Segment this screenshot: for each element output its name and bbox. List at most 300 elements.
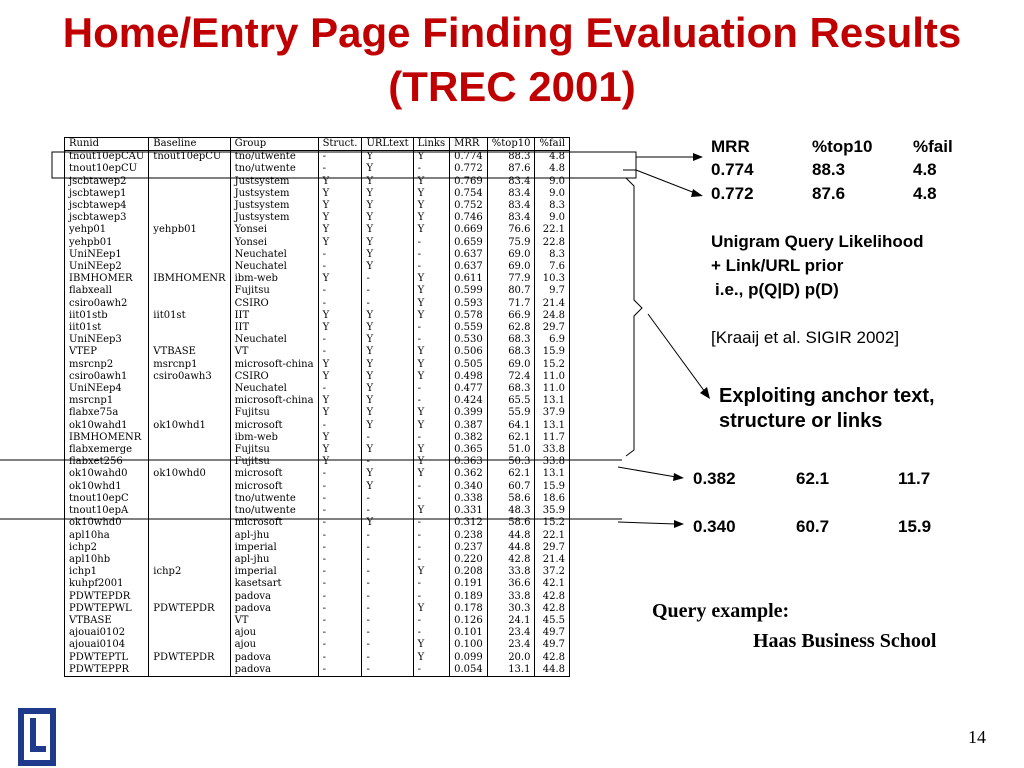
table-cell: 0.387 <box>450 420 488 432</box>
table-cell: - <box>362 554 413 566</box>
table-cell: Y <box>318 395 362 407</box>
table-cell: - <box>318 420 362 432</box>
table-cell: 29.7 <box>535 542 570 554</box>
table-cell: - <box>362 456 413 468</box>
table-cell: 13.1 <box>535 420 570 432</box>
table-cell: 0.237 <box>450 542 488 554</box>
table-cell: Y <box>413 176 449 188</box>
table-cell: 0.399 <box>450 407 488 419</box>
table-cell: ok10whd1 <box>69 480 122 492</box>
table-cell: PDWTEPDR <box>69 590 131 602</box>
table-cell: 33.8 <box>535 456 570 468</box>
table-cell: - <box>362 542 413 554</box>
table-cell: 30.3 <box>487 603 535 615</box>
table-cell: - <box>318 249 362 261</box>
table-cell: ok10wahd0 <box>69 468 128 480</box>
table-cell: Y <box>362 237 413 249</box>
table-cell: Y <box>413 505 449 517</box>
arrow-head-340 <box>674 520 684 528</box>
table-cell: 42.1 <box>535 578 570 590</box>
table-cell: 29.7 <box>535 322 570 334</box>
table-cell: 18.6 <box>535 493 570 505</box>
table-cell: ibm-web <box>230 432 318 444</box>
table-cell: tnout10epCU <box>69 163 138 175</box>
table-cell: Y <box>413 603 449 615</box>
table-cell: 0.191 <box>450 578 488 590</box>
arrow-head-382 <box>673 473 684 481</box>
arrow-head-anchor <box>700 387 710 399</box>
table-cell: 11.0 <box>535 383 570 395</box>
table-cell: Justsystem <box>230 212 318 224</box>
row340-top10: 60.7 <box>796 517 830 536</box>
table-cell: 15.2 <box>535 359 570 371</box>
table-cell: 88.3 <box>487 151 535 164</box>
table-cell: Y <box>318 273 362 285</box>
table-cell: 68.3 <box>487 346 535 358</box>
table-cell: - <box>413 261 449 273</box>
table-cell: Y <box>413 310 449 322</box>
table-cell: - <box>318 383 362 395</box>
summary-row1-top10: 88.3 <box>812 160 846 179</box>
table-cell: kasetsart <box>230 578 318 590</box>
table-cell: Y <box>413 407 449 419</box>
table-cell: msrcnp2 <box>69 358 114 370</box>
table-cell: UniNEep3 <box>69 334 122 346</box>
table-cell: ok10whd0 <box>149 468 230 480</box>
table-cell: 0.099 <box>450 652 488 664</box>
table-cell: 0.054 <box>450 664 488 677</box>
table-cell: ajouai0102 <box>69 627 126 639</box>
table-cell: Y <box>413 420 449 432</box>
table-cell: 0.506 <box>450 346 488 358</box>
table-cell: Y <box>362 468 413 480</box>
table-cell: 0.498 <box>450 371 488 383</box>
table-cell: microsoft <box>230 517 318 529</box>
table-cell: VT <box>230 615 318 627</box>
table-cell: 20.0 <box>487 652 535 664</box>
table-cell: 71.7 <box>487 298 535 310</box>
table-cell: - <box>362 273 413 285</box>
table-cell: jscbtawep1 <box>69 187 127 199</box>
table-cell: 23.4 <box>487 639 535 651</box>
table-cell: - <box>318 542 362 554</box>
table-cell: - <box>318 554 362 566</box>
table-cell: 33.8 <box>535 444 570 456</box>
table-cell: - <box>413 517 449 529</box>
table-cell: Y <box>413 285 449 297</box>
table-cell: 83.4 <box>487 188 535 200</box>
table-cell: - <box>362 432 413 444</box>
table-cell: 9.0 <box>535 212 570 224</box>
table-cell: 33.8 <box>487 566 535 578</box>
table-cell: 7.6 <box>535 261 570 273</box>
table-cell: 58.6 <box>487 493 535 505</box>
table-cell: 66.9 <box>487 310 535 322</box>
table-cell: 49.7 <box>535 639 570 651</box>
table-cell: Y <box>413 151 449 164</box>
table-cell: - <box>318 603 362 615</box>
table-cell: - <box>318 163 362 175</box>
table-cell: 49.7 <box>535 627 570 639</box>
table-cell: Y <box>362 224 413 236</box>
table-cell: ichp2 <box>149 566 230 578</box>
table-cell: Y <box>318 176 362 188</box>
table-cell: - <box>318 505 362 517</box>
arrow-line-second <box>636 170 695 193</box>
table-cell: Fujitsu <box>230 444 318 456</box>
table-cell: 36.6 <box>487 578 535 590</box>
table-cell: 64.1 <box>487 420 535 432</box>
table-cell: VTBASE <box>69 614 112 626</box>
table-cell: - <box>362 578 413 590</box>
table-cell: 0.611 <box>450 273 488 285</box>
table-header-cell: Group <box>230 138 318 151</box>
arrow-line-340 <box>618 522 676 524</box>
table-cell: 77.9 <box>487 273 535 285</box>
table-cell: 0.505 <box>450 359 488 371</box>
slide-title-line1: Home/Entry Page Finding Evaluation Results <box>62 9 962 56</box>
slide-title-line2: (TREC 2001) <box>388 63 636 110</box>
summary-row2-mrr: 0.772 <box>711 184 754 203</box>
table-cell: 0.772 <box>450 163 488 175</box>
table-cell: Y <box>413 273 449 285</box>
table-cell: 50.3 <box>487 456 535 468</box>
table-cell: Y <box>362 163 413 175</box>
table-cell: ichp2 <box>69 541 98 553</box>
table-cell: Y <box>318 322 362 334</box>
table-cell: - <box>362 591 413 603</box>
table-cell: Y <box>362 420 413 432</box>
table-cell: Justsystem <box>230 188 318 200</box>
table-cell: UniNEep4 <box>69 383 122 395</box>
table-cell: - <box>413 334 449 346</box>
table-cell: 0.312 <box>450 517 488 529</box>
table-cell: iit01st <box>149 310 230 322</box>
table-cell: msrcnp1 <box>69 395 114 407</box>
table-cell: 13.1 <box>487 664 535 677</box>
table-cell: 4.8 <box>535 163 570 175</box>
anchor-text-line1: Exploiting anchor text, <box>719 385 935 407</box>
table-cell: Fujitsu <box>230 285 318 297</box>
table-cell: - <box>318 530 362 542</box>
table-cell: 11.7 <box>535 432 570 444</box>
table-cell: 33.8 <box>487 591 535 603</box>
table-cell: Y <box>362 200 413 212</box>
table-cell: 62.1 <box>487 468 535 480</box>
table-cell: tno/utwente <box>230 151 318 164</box>
table-cell: Y <box>362 346 413 358</box>
table-cell: - <box>318 468 362 480</box>
table-cell: 0.362 <box>450 468 488 480</box>
table-cell: IBMHOMENR <box>69 431 142 443</box>
table-cell: 37.9 <box>535 407 570 419</box>
table-cell: 0.593 <box>450 298 488 310</box>
table-cell: Y <box>362 395 413 407</box>
table-cell: 0.530 <box>450 334 488 346</box>
table-cell: - <box>362 493 413 505</box>
table-header-cell: URLtext <box>362 138 413 151</box>
table-cell: Y <box>318 200 362 212</box>
table-cell: Y <box>362 444 413 456</box>
table-cell: jscbtawep4 <box>69 200 127 212</box>
table-cell: 0.189 <box>450 591 488 603</box>
table-cell: - <box>362 298 413 310</box>
table-cell: 83.4 <box>487 200 535 212</box>
summary-header-top10: %top10 <box>812 137 873 156</box>
table-cell: flabxemerge <box>69 444 133 456</box>
summary-header-fail: %fail <box>913 137 953 156</box>
table-cell: tnout10epA <box>69 505 129 517</box>
table-cell: 0.100 <box>450 639 488 651</box>
table-cell: Neuchatel <box>230 383 318 395</box>
table-cell: - <box>318 493 362 505</box>
summary-row1-mrr: 0.774 <box>711 160 754 179</box>
table-cell: 0.477 <box>450 383 488 395</box>
table-cell: Y <box>413 639 449 651</box>
table-cell: - <box>362 530 413 542</box>
table-cell: 11.0 <box>535 371 570 383</box>
table-cell: imperial <box>230 566 318 578</box>
table-cell: Y <box>318 407 362 419</box>
table-cell: - <box>318 615 362 627</box>
table-cell: padova <box>230 591 318 603</box>
table-cell: Y <box>318 359 362 371</box>
table-cell: flabxe75a <box>69 407 119 419</box>
table-cell: 8.3 <box>535 249 570 261</box>
table-cell: PDWTEPDR <box>149 603 230 615</box>
table-cell: 60.7 <box>487 481 535 493</box>
table-cell: 58.6 <box>487 517 535 529</box>
table-cell: 0.178 <box>450 603 488 615</box>
table-cell: 72.4 <box>487 371 535 383</box>
row382-fail: 11.7 <box>898 469 931 488</box>
table-cell: yehp01 <box>69 224 107 236</box>
table-cell: Y <box>318 444 362 456</box>
table-cell: tnout10epC <box>69 492 129 504</box>
table-cell: - <box>362 664 413 677</box>
table-cell: 24.1 <box>487 615 535 627</box>
table-cell: 21.4 <box>535 298 570 310</box>
table-cell: Y <box>362 151 413 164</box>
table-cell: ichp1 <box>69 566 98 578</box>
table-cell: csiro0awh2 <box>69 297 128 309</box>
table-cell: Y <box>362 481 413 493</box>
table-cell: ibm-web <box>230 273 318 285</box>
table-cell: jscbtawep2 <box>69 175 127 187</box>
table-cell: flabxeall <box>69 285 112 297</box>
table-cell: Y <box>362 176 413 188</box>
table-cell: - <box>362 652 413 664</box>
table-cell: Fujitsu <box>230 407 318 419</box>
table-cell: Fujitsu <box>230 456 318 468</box>
table-cell: padova <box>230 652 318 664</box>
table-cell: iit01st <box>69 322 102 334</box>
table-cell: - <box>318 591 362 603</box>
table-cell: Y <box>362 517 413 529</box>
table-cell: 0.220 <box>450 554 488 566</box>
table-cell: CSIRO <box>230 298 318 310</box>
table-cell: - <box>413 163 449 175</box>
table-cell: Y <box>362 188 413 200</box>
table-cell: Y <box>413 224 449 236</box>
table-cell: 0.637 <box>450 261 488 273</box>
table-cell: - <box>413 627 449 639</box>
table-cell: Y <box>318 224 362 236</box>
table-cell: 9.0 <box>535 188 570 200</box>
table-cell: IIT <box>230 310 318 322</box>
table-cell: PDWTEPDR <box>149 652 230 664</box>
summary-header-mrr: MRR <box>711 137 750 156</box>
table-cell: 0.599 <box>450 285 488 297</box>
table-cell: microsoft-china <box>230 395 318 407</box>
table-cell: 44.8 <box>535 664 570 677</box>
table-cell: CSIRO <box>230 371 318 383</box>
table-cell: microsoft <box>230 420 318 432</box>
table-cell: - <box>318 481 362 493</box>
table-cell: - <box>413 615 449 627</box>
table-cell: ajou <box>230 639 318 651</box>
table-cell: 9.0 <box>535 176 570 188</box>
table-cell: 22.8 <box>535 237 570 249</box>
table-cell: PDWTEPWL <box>69 602 132 614</box>
table-cell: ok10whd1 <box>149 420 230 432</box>
table-cell: - <box>362 603 413 615</box>
table-cell: Y <box>318 371 362 383</box>
table-cell: 69.0 <box>487 261 535 273</box>
table-cell: msrcnp1 <box>149 359 230 371</box>
table-cell: ajouai0104 <box>69 639 126 651</box>
table-cell: Y <box>362 383 413 395</box>
table-cell: 42.8 <box>535 652 570 664</box>
table-cell: Y <box>362 249 413 261</box>
table-cell: - <box>362 285 413 297</box>
table-cell: apl10hb <box>69 553 111 565</box>
table-cell: 75.9 <box>487 237 535 249</box>
table-cell: tnout10epCU <box>149 151 230 164</box>
table-cell: Y <box>362 212 413 224</box>
table-cell: 0.424 <box>450 395 488 407</box>
table-cell: PDWTEPPR <box>69 663 129 675</box>
table-cell: 0.774 <box>450 151 488 164</box>
table-cell: 22.1 <box>535 224 570 236</box>
method-line3: i.e., p(Q|D) p(D) <box>715 280 839 299</box>
table-cell: IBMHOMENR <box>149 273 230 285</box>
table-cell: Y <box>413 652 449 664</box>
table-cell: - <box>413 383 449 395</box>
table-cell: 23.4 <box>487 627 535 639</box>
table-cell: - <box>413 578 449 590</box>
table-cell: Neuchatel <box>230 249 318 261</box>
row340-mrr: 0.340 <box>693 517 736 536</box>
table-cell: 0.669 <box>450 224 488 236</box>
table-cell: Y <box>318 456 362 468</box>
table-header-cell: Baseline <box>149 138 230 151</box>
table-cell: 0.126 <box>450 615 488 627</box>
table-cell: Y <box>318 237 362 249</box>
table-cell: Y <box>362 371 413 383</box>
table-cell: Y <box>318 310 362 322</box>
table-cell: - <box>318 517 362 529</box>
table-cell: 4.8 <box>535 151 570 164</box>
table-cell: - <box>362 627 413 639</box>
table-cell: 0.769 <box>450 176 488 188</box>
table-cell: Y <box>362 407 413 419</box>
table-cell: 42.8 <box>535 591 570 603</box>
arrow-line-382 <box>618 467 676 477</box>
table-cell: 55.9 <box>487 407 535 419</box>
query-example-text: Haas Business School <box>753 630 937 652</box>
table-cell: VTEP <box>69 346 97 358</box>
table-cell: Y <box>413 371 449 383</box>
table-cell: 68.3 <box>487 383 535 395</box>
table-cell: UniNEep1 <box>69 248 122 260</box>
table-cell: - <box>318 639 362 651</box>
arrow-head-top <box>693 153 703 161</box>
table-cell: Y <box>362 261 413 273</box>
table-cell: Y <box>318 188 362 200</box>
table-cell: VTBASE <box>149 346 230 358</box>
table-cell: 0.101 <box>450 627 488 639</box>
table-cell: Yonsei <box>230 237 318 249</box>
table-cell: padova <box>230 603 318 615</box>
table-cell: jscbtawep3 <box>69 212 127 224</box>
table-cell: Y <box>413 188 449 200</box>
table-cell: - <box>362 505 413 517</box>
table-cell: Y <box>362 322 413 334</box>
table-cell: 69.0 <box>487 249 535 261</box>
table-cell: - <box>413 591 449 603</box>
table-cell: Y <box>413 444 449 456</box>
table-header-cell: MRR <box>450 138 488 151</box>
table-cell: 0.746 <box>450 212 488 224</box>
table-cell: - <box>413 493 449 505</box>
table-cell: - <box>413 322 449 334</box>
table-cell: 62.8 <box>487 322 535 334</box>
table-cell: 0.208 <box>450 566 488 578</box>
table-cell: - <box>413 542 449 554</box>
table-cell: Neuchatel <box>230 261 318 273</box>
table-cell: apl-jhu <box>230 554 318 566</box>
table-cell: Neuchatel <box>230 334 318 346</box>
table-cell: 0.340 <box>450 481 488 493</box>
table-cell: 8.3 <box>535 200 570 212</box>
table-cell: 0.659 <box>450 237 488 249</box>
bracket <box>626 178 642 456</box>
table-cell: Y <box>413 200 449 212</box>
method-line1: Unigram Query Likelihood <box>711 232 924 251</box>
table-cell: tnout10epCAU <box>69 151 145 163</box>
table-cell: csiro0awh1 <box>69 370 128 382</box>
table-header-cell: Struct. <box>318 138 362 151</box>
table-cell: 51.0 <box>487 444 535 456</box>
table-cell: Y <box>413 212 449 224</box>
anchor-text-line2: structure or links <box>719 410 883 432</box>
table-cell: 42.8 <box>535 603 570 615</box>
row382-mrr: 0.382 <box>693 469 736 488</box>
table-cell: 0.365 <box>450 444 488 456</box>
table-cell: VT <box>230 346 318 358</box>
table-cell: - <box>318 627 362 639</box>
table-cell: 83.4 <box>487 176 535 188</box>
table-cell: 15.9 <box>535 481 570 493</box>
table-cell: - <box>362 566 413 578</box>
table-cell: yehpb01 <box>69 236 113 248</box>
table-cell: IIT <box>230 322 318 334</box>
table-cell: - <box>318 151 362 164</box>
table-cell: 37.2 <box>535 566 570 578</box>
table-cell: - <box>413 249 449 261</box>
table-cell: - <box>413 432 449 444</box>
